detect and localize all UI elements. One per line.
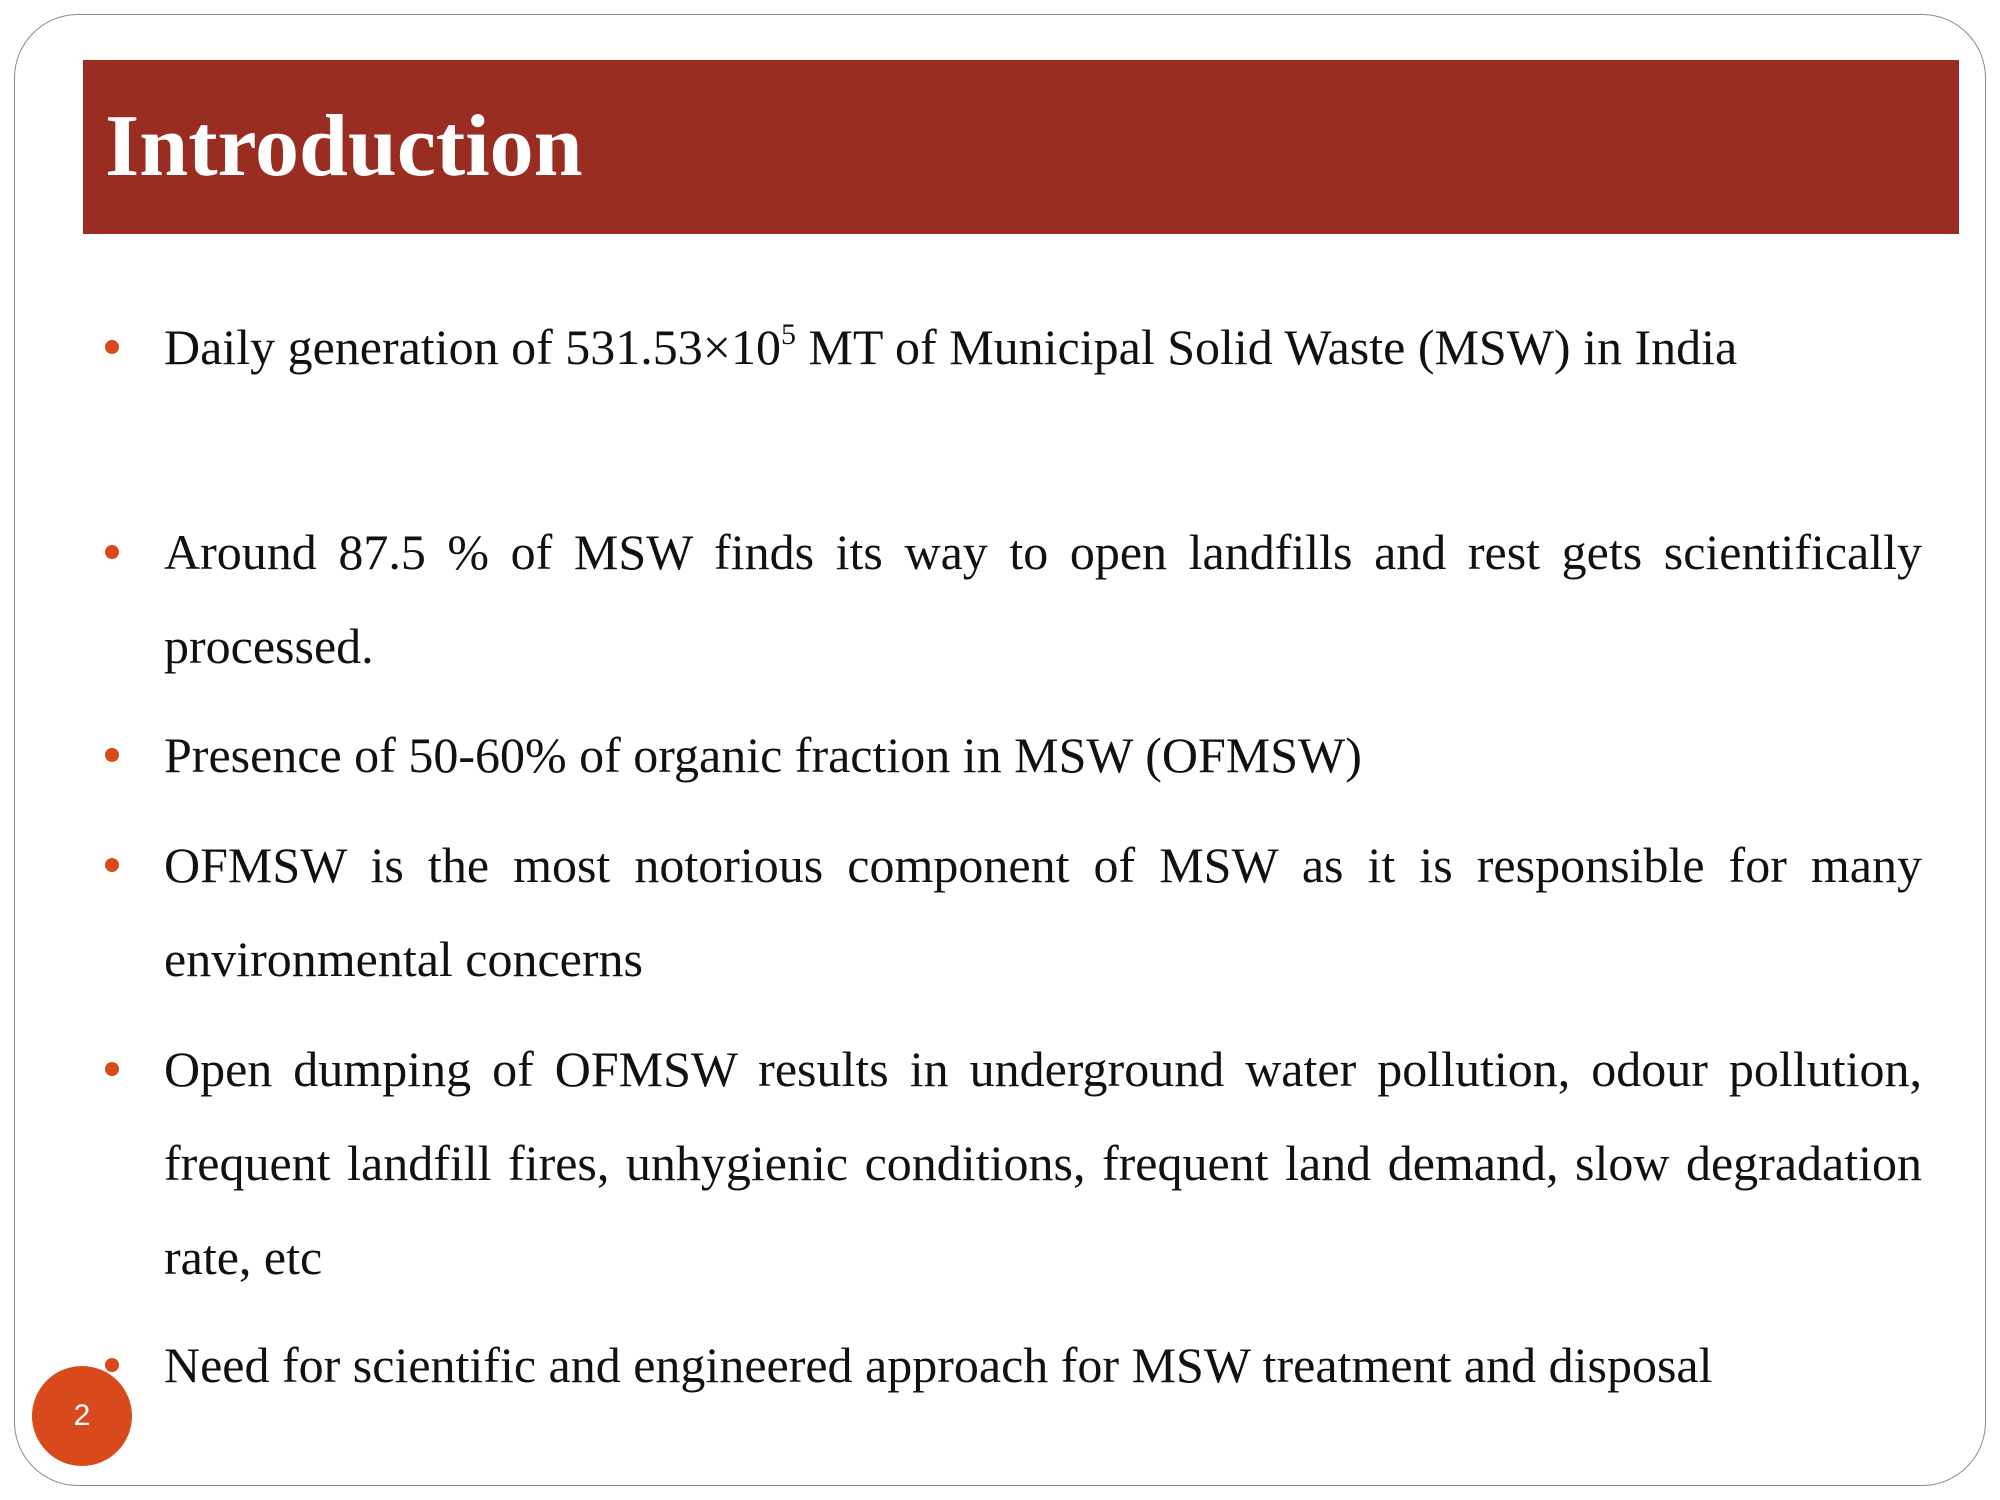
bullet-text-1-prefix: Daily generation of 531.53×10 bbox=[164, 319, 781, 375]
slide-title: Introduction bbox=[105, 98, 583, 195]
bullet-dot-icon bbox=[105, 340, 119, 354]
bullet-text-1-suffix: MT of Municipal Solid Waste (MSW) in India bbox=[795, 319, 1738, 375]
bullet-dot-icon bbox=[105, 1062, 119, 1076]
page-number: 2 bbox=[73, 1399, 91, 1432]
bullet-text-1 bbox=[164, 300, 1922, 394]
bullet-text-2: Around 87.5 % of MSW finds its way to open landfills and rest gets scientifically processed. bbox=[164, 524, 1922, 674]
bullet-dot-icon bbox=[105, 858, 119, 872]
bullet-text-3: Presence of 50-60% of organic fraction in MSW (OFMSW) bbox=[164, 727, 1362, 783]
bullet-dot-icon bbox=[105, 748, 119, 762]
bullet-text-4: OFMSW is the most notorious component of MSW as it is responsible for many environmental concerns bbox=[164, 837, 1922, 987]
bullet-text-1-superscript: 5 bbox=[780, 318, 796, 351]
bullet-dot-icon bbox=[105, 545, 119, 559]
page-number-badge bbox=[32, 1366, 132, 1466]
bullet-text-5: Open dumping of OFMSW results in underground water pollution, odour pollution, frequent landfill fires, unhygienic conditions, frequent land demand, slow degradation rate, etc bbox=[164, 1041, 1922, 1285]
bullet-dot-icon bbox=[105, 1358, 119, 1372]
bullet-text-6: Need for scientific and engineered approach for MSW treatment and disposal bbox=[164, 1337, 1713, 1393]
